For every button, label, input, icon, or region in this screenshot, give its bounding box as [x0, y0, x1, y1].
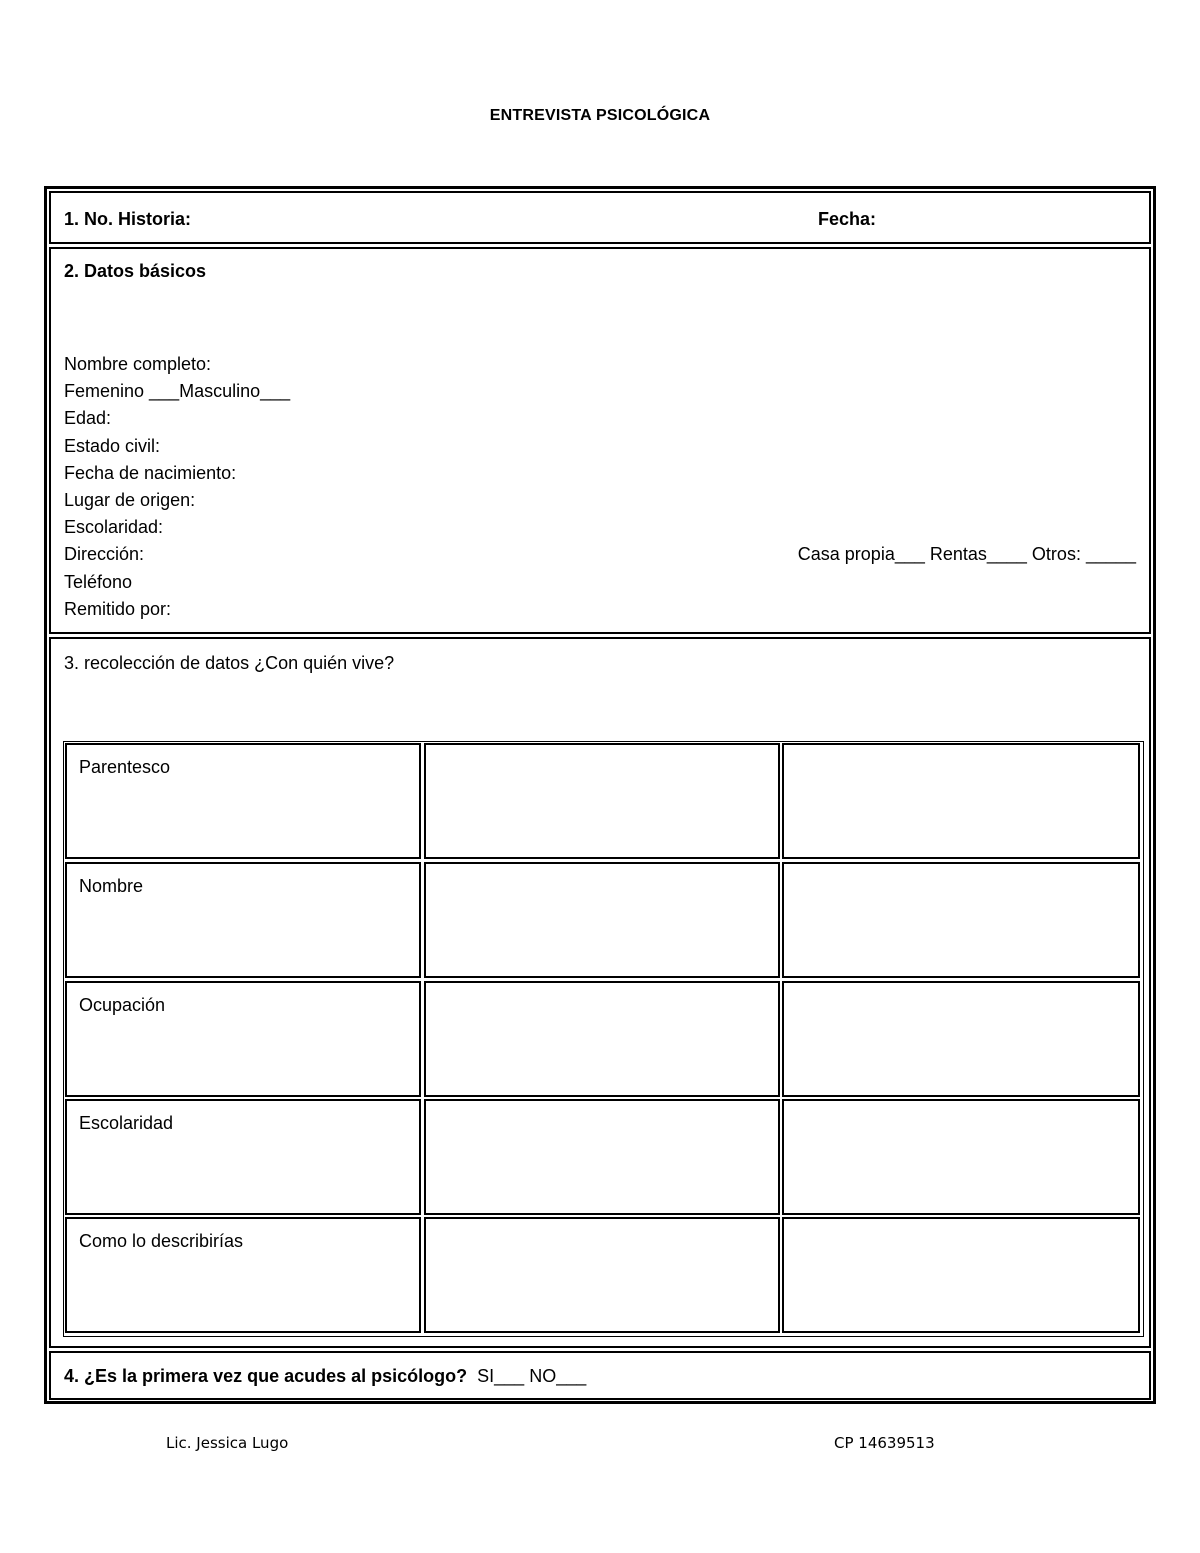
- professional-license: CP 14639513: [834, 1434, 935, 1452]
- gender-field: Femenino ___Masculino___: [64, 381, 291, 402]
- table-cell: [424, 743, 780, 859]
- first-visit-options: SI___ NO___: [477, 1366, 587, 1386]
- age-field: Edad:: [64, 408, 112, 429]
- row-label-description: Como lo describirías: [65, 1217, 421, 1333]
- household-heading: 3. recolección de datos ¿Con quién vive?: [64, 653, 395, 673]
- history-number-label: 1. No. Historia:: [64, 209, 192, 229]
- table-cell: [424, 1217, 780, 1333]
- birth-date-field: Fecha de nacimiento:: [64, 462, 237, 483]
- household-section: [49, 637, 1151, 1348]
- marital-status-field: Estado civil:: [64, 435, 161, 456]
- table-cell: [424, 1099, 780, 1215]
- basic-data-fields: [64, 351, 290, 623]
- row-label-name: Nombre: [65, 862, 421, 978]
- place-of-origin-field: Lugar de origen:: [64, 489, 196, 510]
- table-cell: [782, 862, 1140, 978]
- address-field: Dirección:: [64, 544, 145, 565]
- table-cell: [782, 981, 1140, 1097]
- row-label-occupation: Ocupación: [65, 981, 421, 1097]
- phone-field: Teléfono: [64, 571, 133, 592]
- housing-options: Casa propia___ Rentas____ Otros: _____: [797, 544, 1136, 564]
- document-title: ENTREVISTA PSICOLÓGICA: [489, 107, 711, 124]
- first-visit-question: 4. ¿Es la primera vez que acudes al psicólogo?: [64, 1366, 468, 1386]
- full-name-field: Nombre completo:: [64, 354, 212, 374]
- date-label: Fecha:: [818, 209, 877, 229]
- table-cell: [782, 1099, 1140, 1215]
- basic-data-section: [49, 247, 1151, 634]
- first-visit-section: [49, 1351, 1151, 1400]
- interview-form: [44, 186, 1156, 1404]
- household-table: [63, 741, 1144, 1337]
- table-cell: [782, 743, 1140, 859]
- basic-data-heading: 2. Datos básicos: [64, 261, 207, 281]
- psychologist-name: Lic. Jessica Lugo: [166, 1434, 289, 1452]
- referred-by-field: Remitido por:: [64, 598, 172, 619]
- table-cell: [424, 862, 780, 978]
- table-cell: [782, 1217, 1140, 1333]
- first-visit-question-line: [64, 1366, 586, 1387]
- row-label-education: Escolaridad: [65, 1099, 421, 1215]
- history-section: [49, 191, 1151, 244]
- row-label-relationship: Parentesco: [65, 743, 421, 859]
- education-field: Escolaridad:: [64, 517, 164, 538]
- table-cell: [424, 981, 780, 1097]
